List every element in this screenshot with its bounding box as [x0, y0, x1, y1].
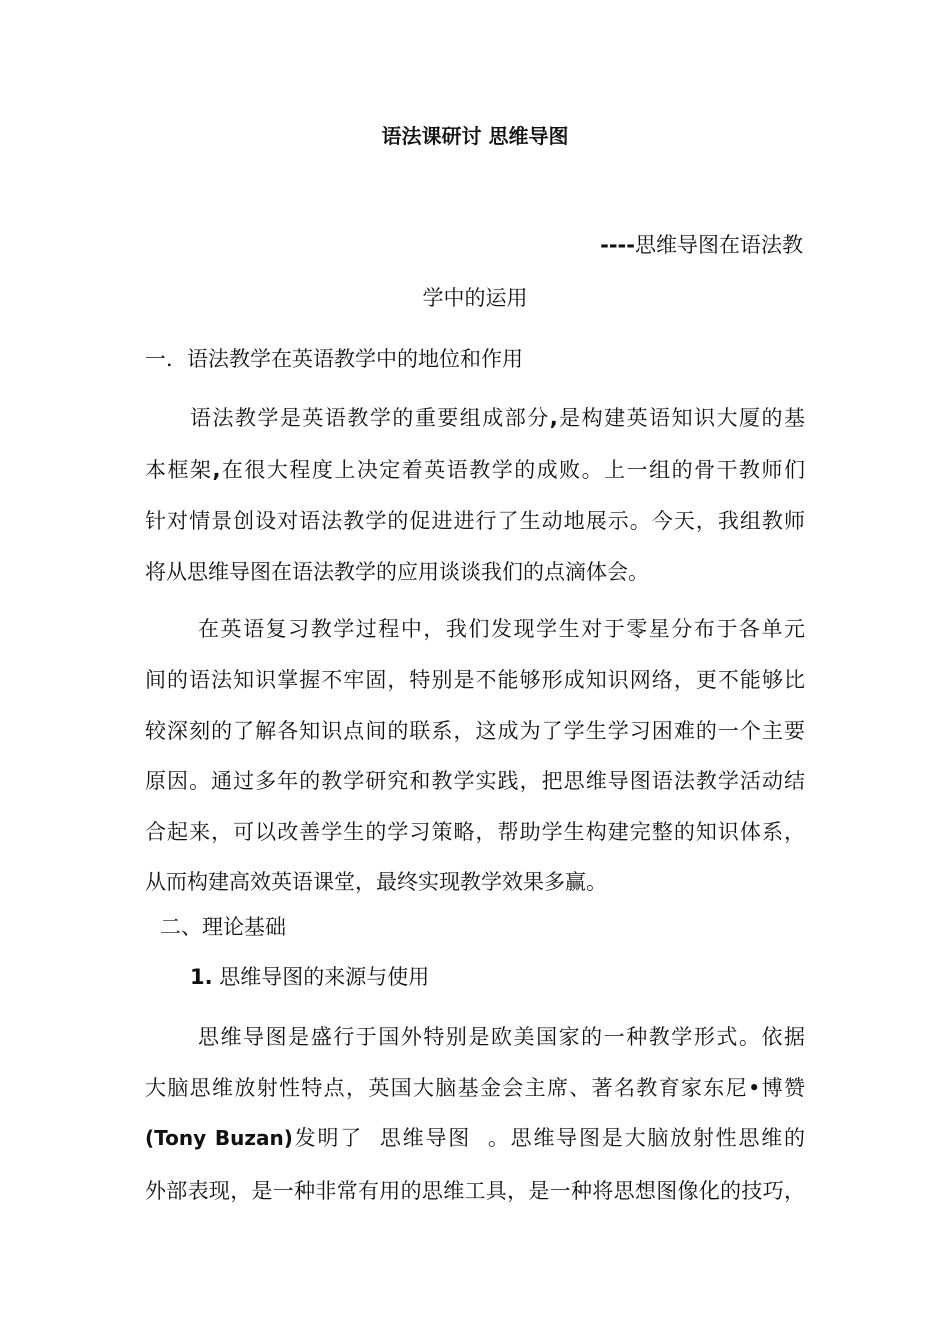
- bold-comma: ,: [212, 458, 221, 482]
- text-run: 语法教学是英语教学的重要组成部分: [190, 406, 550, 430]
- section-2-paragraph-1-line-4: 外部表现，是一种非常有用的思维工具，是一种将思想图像化的技巧，: [145, 1179, 805, 1203]
- text-run: 在很大程度上决定着英语教学的成败。上一组的骨干教师们: [220, 458, 806, 482]
- section-2-heading: 二、理论基础: [160, 915, 286, 939]
- section-1-paragraph-1-line-4: 将从思维导图在语法教学的应用谈谈我们的点滴体会。: [145, 560, 649, 584]
- section-1-paragraph-2-line-5: 合起来，可以改善学生的学习策略，帮助学生构建完整的知识体系，: [145, 820, 805, 844]
- document-title: 语法课研讨 思维导图: [381, 124, 569, 148]
- section-1-paragraph-1-line-2: [145, 456, 805, 484]
- section-2-paragraph-1-line-2: 大脑思维放射性特点，英国大脑基金会主席、著名教育家东尼•博赞: [145, 1076, 805, 1100]
- section-1-paragraph-1-line-1: [190, 404, 805, 432]
- section-1-paragraph-1-line-3: 针对情景创设对语法教学的促进进行了生动地展示。今天，我组教师: [145, 509, 805, 533]
- section-2-paragraph-1-line-1: 思维导图是盛行于国外特别是欧美国家的一种教学形式。依据: [198, 1025, 805, 1049]
- section-2-subheading: [190, 963, 429, 991]
- section-1-paragraph-2-line-2: 间的语法知识掌握不牢固，特别是不能够形成知识网络，更不能够比: [145, 668, 805, 692]
- section-2-paragraph-1-line-3: [145, 1124, 805, 1152]
- subtitle-line-2: 学中的运用: [422, 286, 528, 310]
- subtitle-dashes: ----: [600, 233, 635, 257]
- section-1-paragraph-2-line-1: 在英语复习教学过程中，我们发现学生对于零星分布于各单元: [198, 617, 805, 641]
- section-1-paragraph-2-line-4: 原因。通过多年的教学研究和教学实践，把思维导图语法教学活动结: [145, 769, 805, 793]
- subtitle-text-1: 思维导图在语法教: [635, 233, 803, 257]
- subtitle-line-1: [600, 231, 803, 259]
- bold-comma: ,: [549, 406, 558, 430]
- subheading-number: 1.: [190, 965, 213, 989]
- section-1-heading: 一．语法教学在英语教学中的地位和作用: [145, 347, 523, 371]
- section-1-paragraph-2-line-6: 从而构建高效英语课堂，最终实现教学效果多赢。: [145, 870, 607, 894]
- text-run: 发明了 思维导图 。思维导图是大脑放射性思维的: [292, 1126, 806, 1150]
- text-run: 是构建英语知识大厦的基: [557, 406, 806, 430]
- subheading-title: 思维导图的来源与使用: [219, 965, 430, 989]
- text-run: 本框架: [145, 458, 213, 482]
- section-1-paragraph-2-line-3: 较深刻的了解各知识点间的联系，这成为了学生学习困难的一个主要: [145, 719, 805, 743]
- name-latin: (Tony Buzan): [145, 1126, 293, 1150]
